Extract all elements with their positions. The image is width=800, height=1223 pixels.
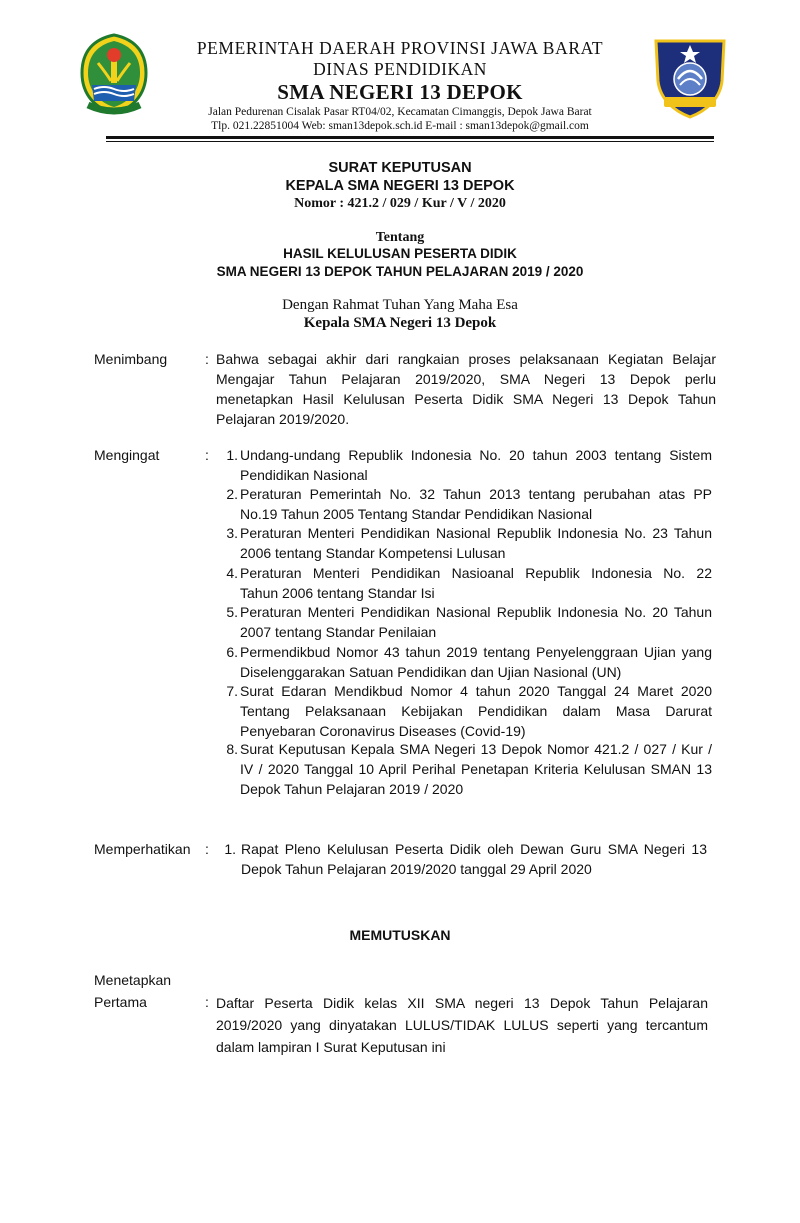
mengingat-item-line: 2007 tentang Standar Penilaian bbox=[240, 624, 437, 640]
department-name: DINAS PENDIDIKAN bbox=[313, 59, 487, 79]
pertama-line: dalam lampiran I Surat Keputusan ini bbox=[216, 1039, 446, 1055]
mengingat-item-line: IV / 2020 Tanggal 10 April Perihal Penetapan Kriteria Kelulusan SMAN 13 bbox=[240, 761, 712, 777]
mengingat-item-line: Peraturan Menteri Pendidikan Nasional Republik Indonesia No. 20 Tahun bbox=[240, 604, 712, 620]
decree-issuer: KEPALA SMA NEGERI 13 DEPOK bbox=[285, 178, 515, 194]
memperhatikan-label: Memperhatikan bbox=[94, 841, 191, 857]
memperhatikan-item bbox=[241, 839, 707, 879]
pertama-text bbox=[216, 992, 708, 1058]
mengingat-item-line: Tahun 2006 tentang Standar Isi bbox=[240, 585, 435, 601]
mengingat-item-number: 3. bbox=[226, 525, 238, 541]
memutuskan-heading: MEMUTUSKAN bbox=[349, 927, 451, 943]
menimbang-line: Mengajar Tahun Pelajaran 2019/2020, SMA Negeri 13 Depok perlu bbox=[216, 371, 716, 387]
mengingat-item-number: 5. bbox=[226, 604, 238, 620]
mengingat-label: Mengingat bbox=[94, 447, 160, 463]
memperhatikan-colon: : bbox=[205, 841, 209, 857]
government-name: PEMERINTAH DAERAH PROVINSI JAWA BARAT bbox=[196, 38, 604, 58]
subject-line-2: SMA NEGERI 13 DEPOK TAHUN PELAJARAN 2019 / 2020 bbox=[216, 264, 584, 279]
mengingat-item-line: Pendidikan Nasional bbox=[240, 467, 368, 483]
mengingat-item bbox=[240, 445, 712, 485]
mengingat-item-line: Penyebaran Coronavirus Diseases (Covid-19) bbox=[240, 723, 526, 739]
west-java-crest-logo bbox=[78, 33, 150, 115]
mengingat-item-line: Peraturan Menteri Pendidikan Nasional Republik Indonesia No. 23 Tahun bbox=[240, 525, 712, 541]
memperhatikan-item-line: Depok Tahun Pelajaran 2019/2020 tanggal 29 April 2020 bbox=[241, 861, 592, 877]
opening-line-2: Kepala SMA Negeri 13 Depok bbox=[303, 315, 497, 331]
mengingat-item bbox=[240, 739, 712, 799]
menimbang-line: Pelajaran 2019/2020. bbox=[216, 411, 350, 427]
mengingat-item-line: Diselenggarakan Satuan Pendidikan dan Ujian Nasional (UN) bbox=[240, 664, 622, 680]
mengingat-colon: : bbox=[205, 447, 209, 463]
mengingat-item bbox=[240, 681, 712, 741]
menimbang-colon: : bbox=[205, 351, 209, 367]
mengingat-item-number: 1. bbox=[226, 447, 238, 463]
mengingat-item bbox=[240, 642, 712, 682]
opening-line-1: Dengan Rahmat Tuhan Yang Maha Esa bbox=[282, 297, 518, 313]
memperhatikan-item-line: Rapat Pleno Kelulusan Peserta Didik oleh Dewan Guru SMA Negeri 13 bbox=[241, 841, 707, 857]
mengingat-item-line: Surat Keputusan Kepala SMA Negeri 13 Depok Nomor 421.2 / 027 / Kur / bbox=[240, 741, 712, 757]
letterhead-divider-thick bbox=[106, 136, 714, 139]
memperhatikan-item-number: 1. bbox=[224, 841, 236, 857]
menimbang-text bbox=[216, 349, 716, 429]
mengingat-item bbox=[240, 523, 712, 563]
pertama-line: Daftar Peserta Didik kelas XII SMA negeri 13 Depok Tahun Pelajaran bbox=[216, 995, 708, 1011]
mengingat-item-number: 4. bbox=[226, 565, 238, 581]
mengingat-item-line: No.19 Tahun 2005 Tentang Standar Pendidikan Nasional bbox=[240, 506, 593, 522]
pertama-line: 2019/2020 yang dinyatakan LULUS/TIDAK LULUS seperti yang tercantum bbox=[216, 1017, 708, 1033]
mengingat-item bbox=[240, 563, 712, 603]
pertama-label: Pertama bbox=[94, 994, 147, 1010]
mengingat-item-line: Depok Tahun Pelajaran 2019 / 2020 bbox=[240, 781, 464, 797]
mengingat-item-number: 6. bbox=[226, 644, 238, 660]
mengingat-item-line: Peraturan Pemerintah No. 32 Tahun 2013 tentang perubahan atas PP bbox=[240, 486, 712, 502]
school-address: Jalan Pedurenan Cisalak Pasar RT04/02, Kecamatan Cimanggis, Depok Jawa Barat bbox=[208, 106, 592, 118]
menimbang-line: Bahwa sebagai akhir dari rangkaian proses pelaksanaan Kegiatan Belajar bbox=[216, 351, 716, 367]
school-contact: Tlp. 021.22851004 Web: sman13depok.sch.id E-mail : sman13depok@gmail.com bbox=[211, 120, 589, 132]
mengingat-item-line: Tentang Pelaksanaan Kebijakan Pendidikan dalam Masa Darurat bbox=[240, 703, 712, 719]
decree-number: Nomor : 421.2 / 029 / Kur / V / 2020 bbox=[294, 196, 506, 211]
menetapkan-label: Menetapkan bbox=[94, 972, 172, 988]
subject-line-1: HASIL KELULUSAN PESERTA DIDIK bbox=[283, 246, 517, 261]
mengingat-item-line: Permendikbud Nomor 43 tahun 2019 tentang Penyelenggraan Ujian yang bbox=[240, 644, 712, 660]
mengingat-item bbox=[240, 602, 712, 642]
letterhead-divider-thin bbox=[106, 141, 714, 142]
mengingat-item-line: 2006 tentang Standar Kompetensi Lulusan bbox=[240, 545, 506, 561]
subject-label: Tentang bbox=[375, 230, 425, 245]
menimbang-label: Menimbang bbox=[94, 351, 168, 367]
menimbang-line: menetapkan Hasil Kelulusan Peserta Didik SMA Negeri 13 Depok Tahun bbox=[216, 391, 716, 407]
mengingat-item-line: Peraturan Menteri Pendidikan Nasioanal Republik Indonesia No. 22 bbox=[240, 565, 712, 581]
mengingat-item-number: 8. bbox=[226, 741, 238, 757]
mengingat-item bbox=[240, 484, 712, 524]
mengingat-item-line: Undang-undang Republik Indonesia No. 20 tahun 2003 tentang Sistem bbox=[240, 447, 712, 463]
mengingat-item-number: 2. bbox=[226, 486, 238, 502]
decree-title: SURAT KEPUTUSAN bbox=[328, 160, 472, 176]
mengingat-item-number: 7. bbox=[226, 683, 238, 699]
letterhead bbox=[150, 38, 650, 133]
pertama-colon: : bbox=[205, 994, 209, 1010]
school-name: SMA NEGERI 13 DEPOK bbox=[277, 80, 523, 104]
mengingat-item-line: Surat Edaran Mendikbud Nomor 4 tahun 2020 Tanggal 24 Maret 2020 bbox=[240, 683, 712, 699]
school-emblem-logo bbox=[650, 33, 730, 119]
